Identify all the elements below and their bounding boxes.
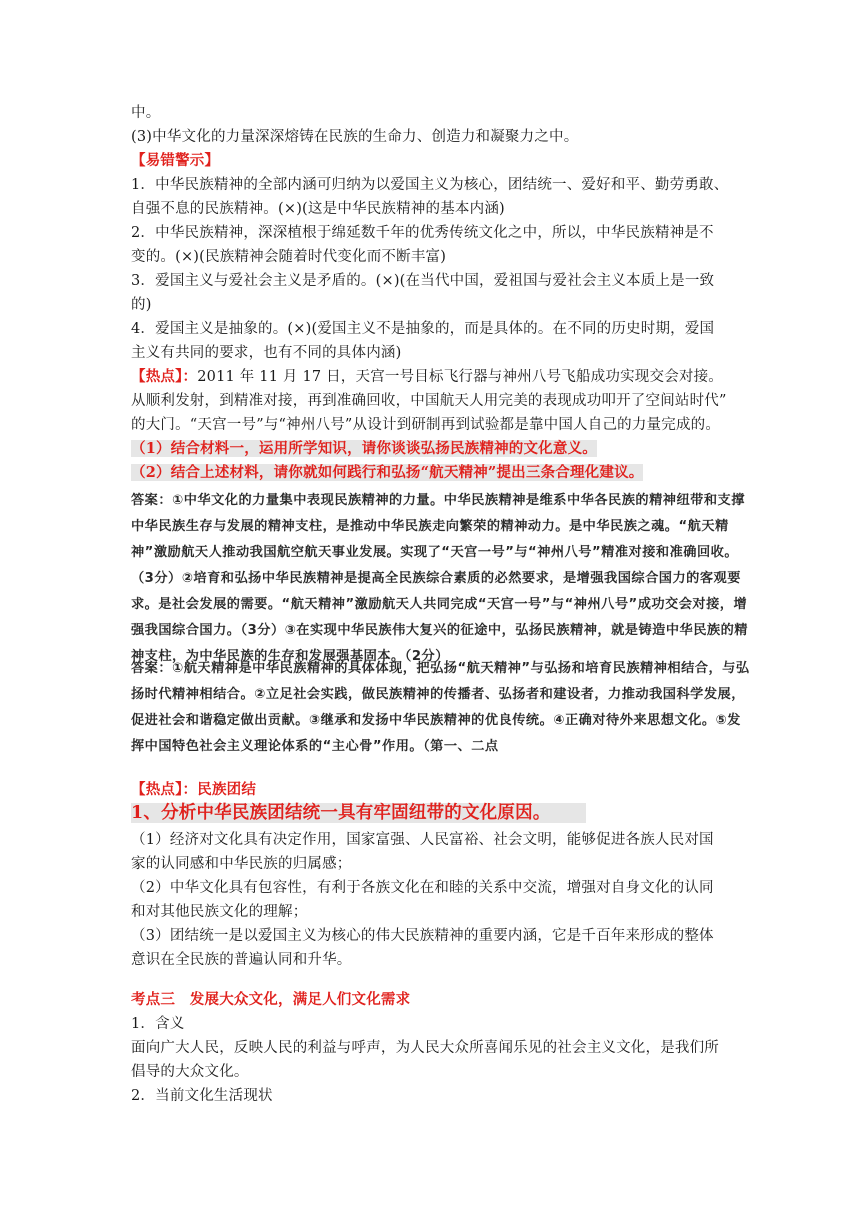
- hotspot-text: 2011 年 11 月 17 日，天宫一号目标飞行器与神州八号飞船成功实现交会对接。: [197, 369, 723, 385]
- text-line: 和对其他民族文化的理解；: [131, 904, 308, 920]
- scanned-answer-2: 答案：①航天精神是中华民族精神的具体体现，把弘扬“航天精神”与弘扬和培育民族精神相结合，与弘扬时代精神相结合。②立足社会实践，做民族精神的传播者、弘扬者和建设者，力推动我国科学发展，促进社会和谐稳定做出贡献。③继承和发扬中华民族精神的优良传统。④正确对待外来思想文化。⑤发挥中国特色社会主义理论体系的“主心骨”作用。（第一、二点: [131, 661, 750, 754]
- text-line: (3)中华文化的力量深深熔铸在民族的生命力、创造力和凝聚力之中。: [131, 129, 579, 145]
- text-line: （1）经济对文化具有决定作用，国家富强、人民富裕、社会文明，能够促进各族人民对国: [131, 832, 714, 848]
- hotspot-label: 【热点】：: [131, 368, 198, 385]
- scanned-answer-1: 答案：①中华文化的力量集中表现民族精神的力量。中华民族精神是维系中华各民族的精神纽带和支撑中华民族生存与发展的精神支柱，是推动中华民族走向繁荣的精神动力。是中华民族之魂。“航天精神”激励航天人推动我国航空航天事业发展。实现了“天宫一号”与“神州八号”精准对接和准确回收。（3分）②培育和弘扬中华民族精神是提高全民族综合素质的必然要求，是增强我国综合国力的客观要求。是社会发展的需要。“航天精神”激励航天人共同完成“天宫一号”与“神州八号”成功交会对接，增强我国综合国力。（3分）③在实现中华民族伟大复兴的征途中，弘扬民族精神，就是铸造中华民族的精神支柱，为中华民族的生存和发展强基固本。（2分）: [131, 493, 748, 664]
- text-line: 3．爱国主义与爱社会主义是矛盾的。(×)(在当代中国，爱祖国与爱社会主义本质上是一致: [131, 273, 715, 289]
- text-line: 中。: [131, 105, 161, 121]
- text-line: 从顺利发射，到精准对接，再到准确回收，中国航天人用完美的表现成功叩开了空间站时代”: [131, 393, 727, 409]
- text-line: 倡导的大众文化。: [131, 1064, 249, 1080]
- text-line: 自强不息的民族精神。(×)(这是中华民族精神的基本内涵): [131, 201, 505, 217]
- question-2-text: （2）结合上述材料，请你就如何践行和弘扬“航天精神”提出三条合理化建议。: [131, 464, 644, 481]
- text-line: [131, 367, 771, 387]
- text-line: 的): [131, 297, 152, 313]
- text-line: 家的认同感和中华民族的归属感；: [131, 856, 352, 872]
- text-line: （2）中华文化具有包容性，有利于各族文化在和睦的关系中交流，增强对自身文化的认同: [131, 880, 714, 896]
- text-line: 主义有共同的要求，也有不同的具体内涵): [131, 345, 402, 361]
- question-heading: [131, 801, 771, 825]
- question-heading-text: 1、分析中华民族团结统一具有牢固纽带的文化原因。: [131, 803, 586, 823]
- section-heading-mistake-warning: 【易错警示】: [131, 152, 220, 169]
- text-line: 1．中华民族精神的全部内涵可归纳为以爱国主义为核心，团结统一、爱好和平、勤劳勇敢、: [131, 177, 729, 193]
- text-line: 的大门。“天宫一号”与“神州八号”从设计到研制再到试验都是靠中国人自己的力量完成的。: [131, 417, 721, 433]
- section-heading-exam-point-3: 考点三 发展大众文化，满足人们文化需求: [131, 991, 411, 1008]
- text-line: 2．中华民族精神，深深植根于绵延数千年的优秀传统文化之中，所以，中华民族精神是不: [131, 225, 714, 241]
- text-line: 意识在全民族的普遍认同和升华。: [131, 952, 352, 968]
- text-line: 1．含义: [131, 1016, 185, 1032]
- question-1-text: （1）结合材料一，运用所学知识，请你谈谈弘扬民族精神的文化意义。: [131, 440, 597, 457]
- text-line: （3）团结统一是以爱国主义为核心的伟大民族精神的重要内涵，它是千百年来形成的整体: [131, 928, 714, 944]
- text-line: 2．当前文化生活现状: [131, 1088, 273, 1104]
- text-line: 面向广大人民，反映人民的利益与呼声，为人民大众所喜闻乐见的社会主义文化，是我们所: [131, 1040, 719, 1056]
- text-line: 4．爱国主义是抽象的。(×)(爱国主义不是抽象的，而是具体的。在不同的历史时期，爱国: [131, 321, 715, 337]
- question-2: [131, 463, 771, 483]
- text-line: 变的。(×)(民族精神会随着时代变化而不断丰富): [131, 249, 447, 265]
- section-heading-ethnic-unity: 【热点】：民族团结: [131, 781, 257, 798]
- question-1: [131, 439, 771, 459]
